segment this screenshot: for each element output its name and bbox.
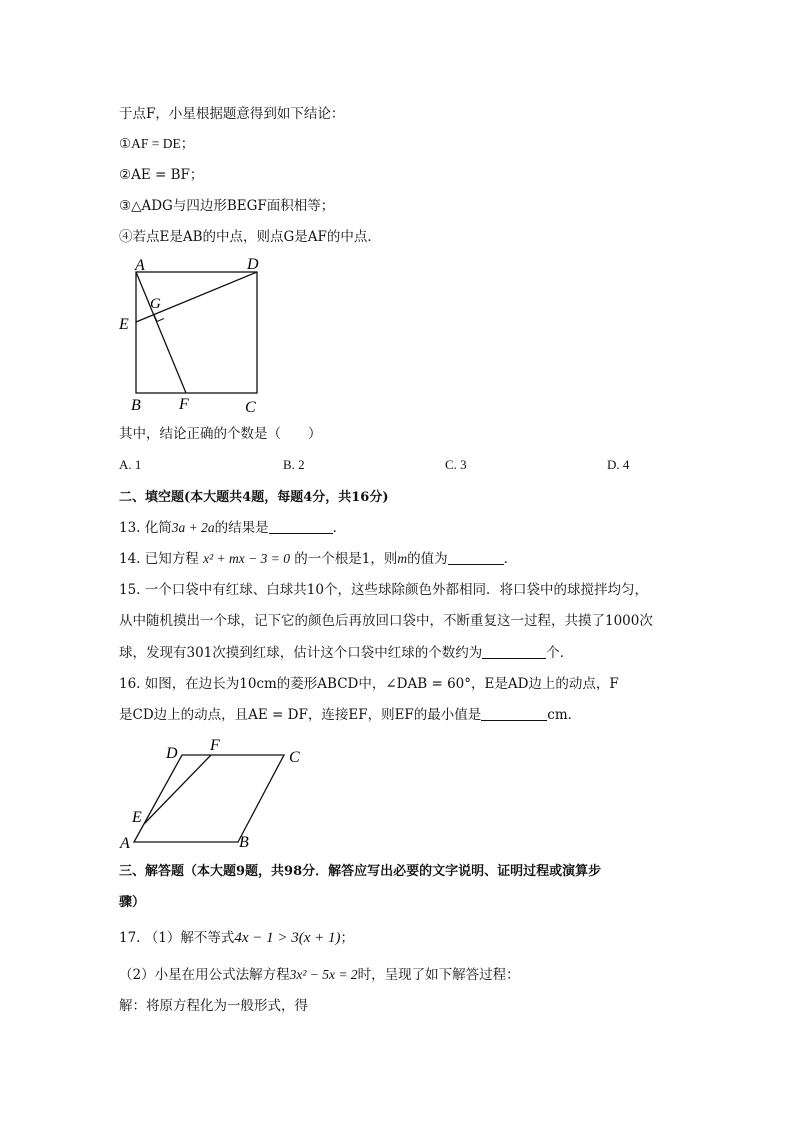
section-3-heading-line-1: 三、解答题（本大题9题，共98分．解答应写出必要的文字说明、证明过程或演算步: [119, 864, 602, 879]
q17-part-2: [119, 965, 520, 985]
conclusion-1: ①AF = DE；: [119, 136, 195, 151]
q13-number: 13.: [119, 520, 141, 536]
q14-text-c: 的值为: [407, 551, 448, 567]
question-14: [119, 549, 517, 569]
option-c[interactable]: C. 3: [445, 457, 467, 472]
q14-number: 14.: [119, 551, 141, 567]
label-a: A: [120, 835, 130, 852]
q15-line-2: 从中随机摸出一个球，记下它的颜色后再放回口袋中，不断重复这一过程，共摸了1000次: [119, 613, 653, 629]
label-d: D: [166, 745, 178, 762]
label-d: D: [247, 256, 259, 273]
label-e: E: [119, 316, 129, 333]
question-13: [119, 518, 346, 538]
q17-text-b: ；: [340, 930, 355, 946]
q16-text-a: 是CD边上的动点，且AE = DF，连接EF，则EF的最小值是: [119, 707, 482, 723]
q14-variable-m: m: [397, 551, 408, 566]
q13-text-c: ．: [332, 520, 347, 536]
q13-text-b: 的结果是: [214, 520, 269, 536]
label-f: F: [179, 396, 189, 413]
option-b[interactable]: B. 2: [283, 457, 305, 472]
q15-answer-blank[interactable]: [482, 644, 546, 659]
square-abcd: [136, 272, 257, 393]
q14-text-d: ．: [503, 551, 518, 567]
question-prompt: 其中，结论正确的个数是（ ）: [119, 426, 322, 442]
q13-text-a: 化简: [144, 520, 172, 536]
label-g: G: [150, 296, 161, 312]
q17-text-c: （2）小星在用公式法解方程: [119, 967, 290, 983]
rhombus-figure: [112, 730, 312, 855]
q16-text-b: cm．: [547, 707, 582, 723]
conclusion-2: ②AE = BF；: [119, 167, 204, 183]
label-c: C: [289, 749, 300, 766]
option-a[interactable]: A. 1: [119, 457, 142, 472]
conclusion-3: ③△ADG与四边形BEGF面积相等；: [119, 198, 335, 214]
square-figure: [112, 250, 272, 420]
q14-text-b: 的一个根是1，则: [294, 551, 398, 567]
section-2-heading: 二、填空题(本大题共4题，每题4分，共16分): [119, 490, 389, 505]
label-c: C: [245, 399, 256, 416]
conclusion-4: ④若点E是AB的中点，则点G是AF的中点．: [119, 229, 381, 245]
q13-expression: 3a + 2a: [171, 520, 215, 535]
q14-answer-blank[interactable]: [448, 550, 504, 565]
q15-text-a: 球，发现有301次摸到红球，估计这个口袋中红球的个数约为: [119, 645, 483, 661]
q15-line-1: 15. 一个口袋中有红球、白球共10个，这些球除颜色外都相同．将口袋中的球搅拌均匀，: [119, 582, 648, 598]
q16-line-2: [119, 705, 581, 725]
option-d[interactable]: D. 4: [607, 457, 630, 472]
q13-answer-blank[interactable]: [269, 519, 333, 534]
q14-text-a: 已知方程: [144, 551, 199, 567]
q17-text-d: 时，呈现了如下解答过程：: [357, 967, 520, 983]
q16-line-1: 16. 如图，在边长为10cm的菱形ABCD中，∠DAB = 60°，E是AD边上的动点，F: [119, 676, 619, 692]
q14-equation: x² + mx − 3 = 0: [203, 551, 290, 566]
q17-equation: 3x² − 5x = 2: [289, 967, 358, 982]
label-b: B: [239, 834, 249, 851]
label-b: B: [131, 397, 141, 414]
label-f: F: [210, 737, 220, 754]
q15-line-3: [119, 643, 573, 663]
rhombus-abcd: [134, 755, 284, 842]
label-a: A: [135, 257, 145, 274]
label-e: E: [132, 809, 142, 826]
q17-text-a: 17. （1）解不等式: [119, 930, 235, 946]
segment-ef: [144, 755, 211, 824]
q15-text-b: 个．: [546, 645, 574, 661]
q17-part-1: [119, 928, 354, 948]
intro-line: 于点F，小星根据题意得到如下结论：: [119, 106, 345, 122]
q16-answer-blank[interactable]: [481, 706, 547, 721]
q17-solution-start: 解：将原方程化为一般形式，得: [119, 998, 308, 1014]
section-3-heading-line-2: 骤）: [119, 895, 146, 910]
segment-af: [136, 272, 186, 393]
q17-inequality: 4x − 1 > 3(x + 1): [234, 930, 341, 946]
